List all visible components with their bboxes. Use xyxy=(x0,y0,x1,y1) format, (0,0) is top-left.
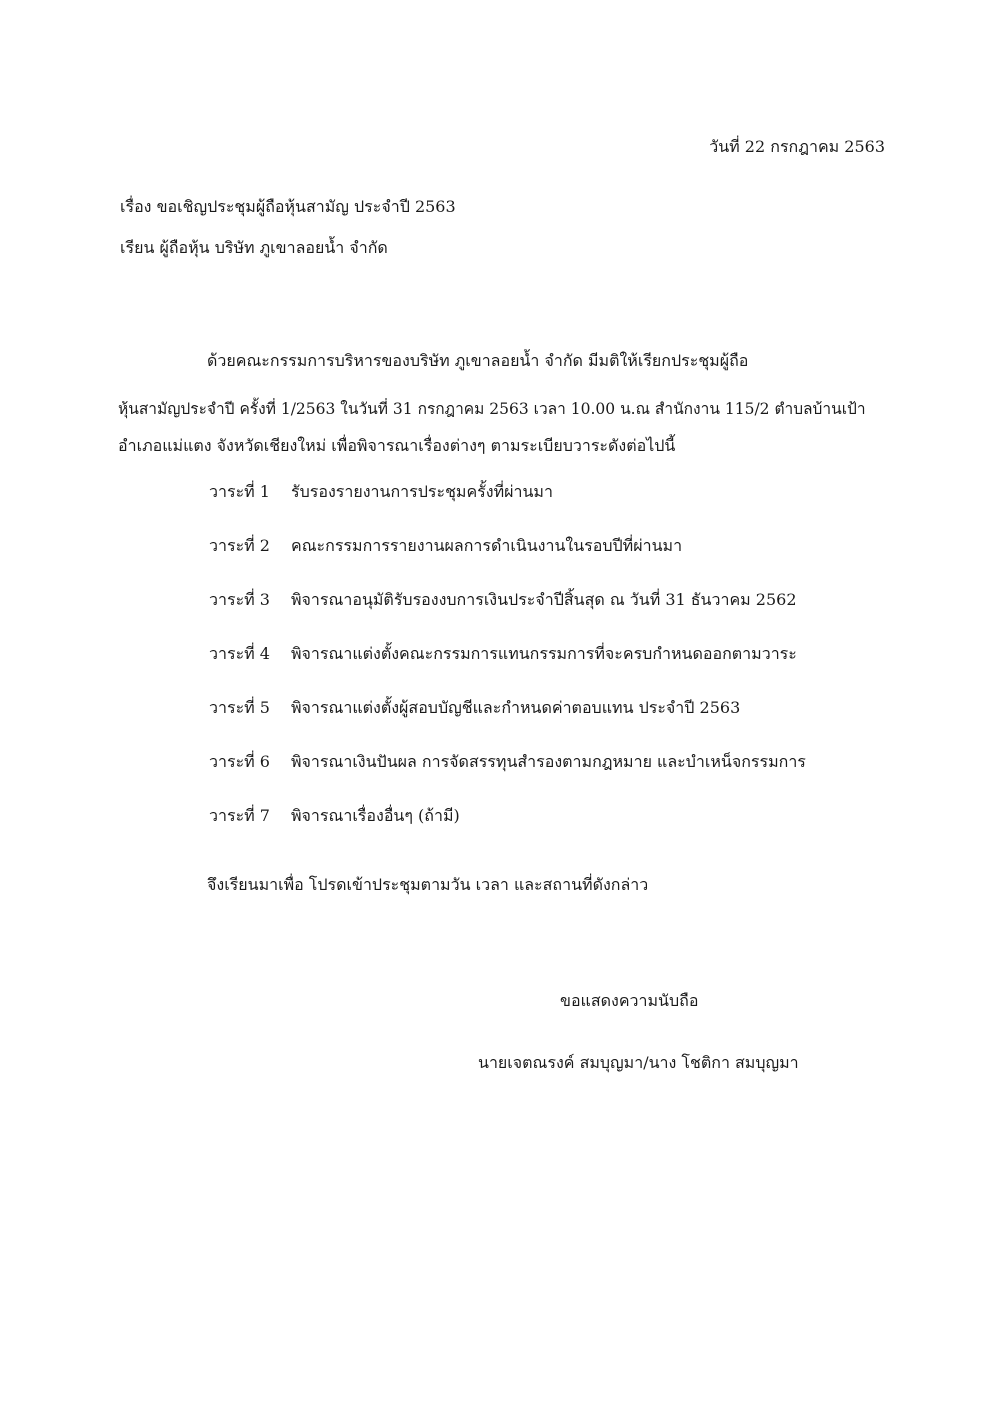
agenda-label: วาระที่ 1 xyxy=(209,482,270,501)
letter-subject: เรื่อง ขอเชิญประชุมผู้ถือหุ้นสามัญ ประจำปี 2563 xyxy=(120,197,456,216)
closing-sentence: จึงเรียนมาเพื่อ โปรดเข้าประชุมตามวัน เวลา และสถานที่ดังกล่าว xyxy=(207,875,649,894)
agenda-label: วาระที่ 2 xyxy=(209,536,270,555)
body-paragraph-line-3: อำเภอแม่แตง จังหวัดเชียงใหม่ เพื่อพิจารณาเรื่องต่างๆ ตามระเบียบวาระดังต่อไปนี้ xyxy=(118,436,676,455)
agenda-item-3 xyxy=(209,589,797,611)
agenda-item-6 xyxy=(209,751,806,773)
agenda-label: วาระที่ 6 xyxy=(209,752,270,771)
agenda-item-5 xyxy=(209,697,740,719)
letter-date: วันที่ 22 กรกฎาคม 2563 xyxy=(709,137,885,156)
agenda-item-1 xyxy=(209,481,553,503)
letter-addressee: เรียน ผู้ถือหุ้น บริษัท ภูเขาลอยน้ำ จำกัด xyxy=(120,238,388,257)
agenda-label: วาระที่ 5 xyxy=(209,698,270,717)
agenda-text: พิจารณาอนุมัติรับรองงบการเงินประจำปีสิ้นสุด ณ วันที่ 31 ธันวาคม 2562 xyxy=(291,590,797,609)
agenda-text: รับรองรายงานการประชุมครั้งที่ผ่านมา xyxy=(291,482,553,501)
complimentary-close: ขอแสดงความนับถือ xyxy=(560,991,699,1010)
agenda-text: พิจารณาเงินปันผล การจัดสรรทุนสำรองตามกฎหมาย และบำเหน็จกรรมการ xyxy=(291,752,806,771)
body-paragraph-line-1: ด้วยคณะกรรมการบริหารของบริษัท ภูเขาลอยน้ำ จำกัด มีมติให้เรียกประชุมผู้ถือ xyxy=(207,351,749,370)
agenda-item-2 xyxy=(209,535,682,557)
agenda-label: วาระที่ 7 xyxy=(209,806,270,825)
agenda-text: พิจารณาแต่งตั้งผู้สอบบัญชีและกำหนดค่าตอบแทน ประจำปี 2563 xyxy=(291,698,741,717)
agenda-text: คณะกรรมการรายงานผลการดำเนินงานในรอบปีที่ผ่านมา xyxy=(291,536,683,555)
agenda-text: พิจารณาแต่งตั้งคณะกรรมการแทนกรรมการที่จะครบกำหนดออกตามวาระ xyxy=(291,644,797,663)
agenda-label: วาระที่ 4 xyxy=(209,644,270,663)
body-paragraph-line-2: หุ้นสามัญประจำปี ครั้งที่ 1/2563 ในวันที่ 31 กรกฎาคม 2563 เวลา 10.00 น.ณ สำนักงาน 115/2 ตำบลบ้านเป้า xyxy=(118,400,866,418)
agenda-item-7 xyxy=(209,805,460,827)
agenda-text: พิจารณาเรื่องอื่นๆ (ถ้ามี) xyxy=(291,806,460,825)
agenda-item-4 xyxy=(209,643,797,665)
agenda-label: วาระที่ 3 xyxy=(209,590,270,609)
signatory-name: นายเจตณรงค์ สมบุญมา/นาง โชติกา สมบุญมา xyxy=(478,1053,799,1072)
